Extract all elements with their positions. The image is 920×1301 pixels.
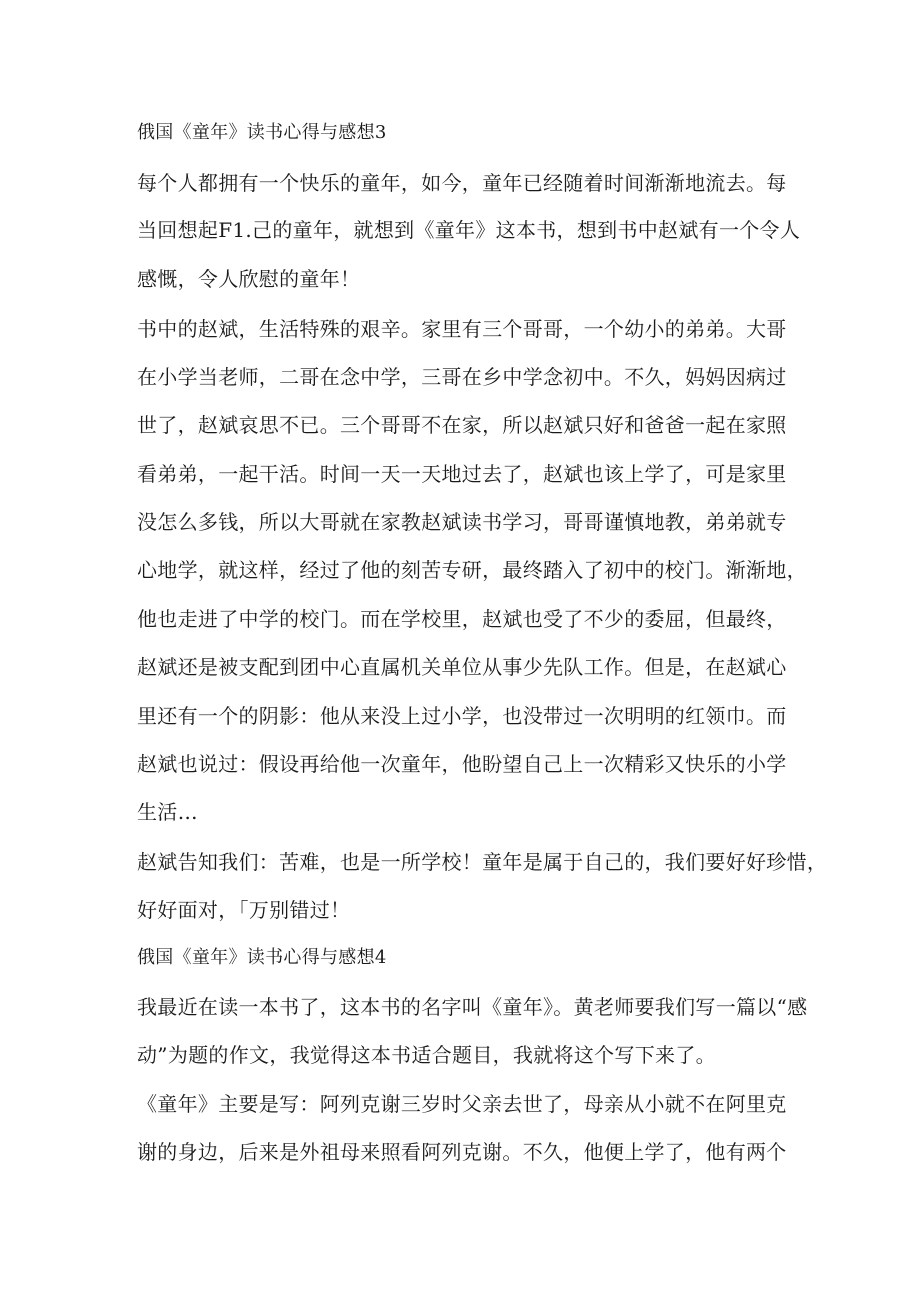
- section-3-paragraph-1-line-1: 每个人都拥有一个快乐的童年，如今，童年已经随着时间渐渐地流去。每: [137, 171, 787, 195]
- section-4-paragraph-2-line-2: 谢的身边，后来是外祖母来照看阿列克谢。不久，他便上学了，他有两个: [137, 1140, 787, 1164]
- section-4-paragraph-1-line-2: 动”为题的作文，我觉得这本书适合题目，我就将这个写下来了。: [137, 1043, 716, 1067]
- section-3-paragraph-2-line-4: 看弟弟，一起干活。时间一天一天地过去了，赵斌也该上学了，可是家里: [137, 462, 787, 486]
- section-4-paragraph-1-line-1: 我最近在读一本书了，这本书的名字叫《童年》。黄老师要我们写一篇以“感: [137, 995, 808, 1019]
- section-3-paragraph-2-line-7: 他也走进了中学的校门。而在学校里，赵斌也受了不少的委屈，但最终，: [137, 607, 787, 631]
- section-3-paragraph-1-line-2: 当回想起F1.己的童年，就想到《童年》这本书，想到书中赵斌有一个令人: [137, 218, 801, 242]
- section-3-title: 俄国《童年》读书心得与感想3: [137, 122, 387, 143]
- section-3-paragraph-2-line-11: 生活…: [137, 800, 198, 824]
- section-3-paragraph-3-line-2: 好好面对，「万别错过！: [137, 898, 351, 922]
- section-3-paragraph-2-line-9: 里还有一个的阴影：他从来没上过小学，也没带过一次明明的红领巾。而: [137, 704, 787, 728]
- section-3-paragraph-2-line-2: 在小学当老师，二哥在念中学，三哥在乡中学念初中。不久，妈妈因病过: [137, 365, 787, 389]
- section-3-paragraph-2-line-10: 赵斌也说过：假设再给他一次童年，他盼望自己上一次精彩又快乐的小学: [137, 752, 787, 776]
- section-4-title: 俄国《童年》读书心得与感想4: [137, 947, 387, 968]
- section-3-paragraph-3-line-1: 赵斌告知我们：苦难，也是一所学校！童年是属于自己的，我们要好好珍惜，: [137, 850, 828, 874]
- section-3-paragraph-2-line-1: 书中的赵斌，生活特殊的艰辛。家里有三个哥哥，一个幼小的弟弟。大哥: [137, 317, 787, 341]
- section-3-paragraph-2-line-8: 赵斌还是被支配到团中心直属机关单位从事少先队工作。但是，在赵斌心: [137, 655, 787, 679]
- section-4-paragraph-2-line-1: 《童年》主要是写：阿列克谢三岁时父亲去世了，母亲从小就不在阿里克: [137, 1092, 787, 1116]
- section-3-paragraph-2-line-3: 世了，赵斌哀思不已。三个哥哥不在家，所以赵斌只好和爸爸一起在家照: [137, 413, 787, 437]
- section-3-paragraph-2-line-6: 心地学，就这样，经过了他的刻苦专研，最终踏入了初中的校门。渐渐地，: [137, 558, 807, 582]
- section-3-paragraph-2-line-5: 没怎么多钱，所以大哥就在家教赵斌读书学习，哥哥谨慎地教，弟弟就专: [137, 510, 787, 534]
- section-3-paragraph-1-line-3: 感慨，令人欣慰的童年！: [137, 267, 361, 291]
